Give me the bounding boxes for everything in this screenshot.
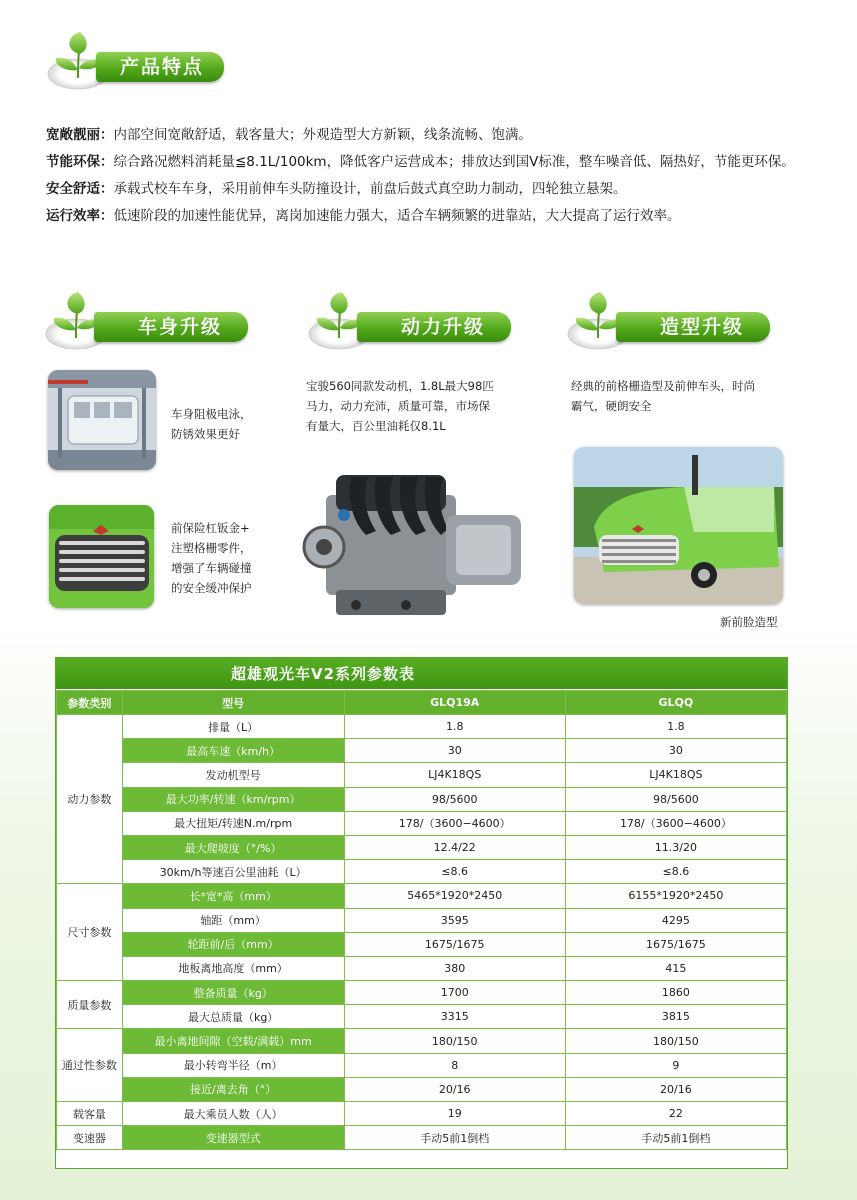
table-row: 接近/离去角（°） 20/16 20/16 <box>57 1077 787 1101</box>
style-photo-caption: 新前脸造型 <box>720 615 778 629</box>
spec-table-grid <box>56 690 787 1150</box>
features-title: 产品特点 <box>96 52 224 82</box>
power-upgrade-title: 动力升级 <box>357 312 511 342</box>
power-caption: 宝骏560同款发动机，1.8L最大98匹 马力，动力充沛，质量可靠，市场保 有量大，百公里油耗仅8.1L <box>306 379 494 433</box>
style-caption: 经典的前格栅造型及前伸车头，时尚 霸气，硬朗安全 <box>571 379 755 413</box>
style-upgrade-title: 造型升级 <box>616 312 770 342</box>
feature-item: 宽敞靓丽： 内部空间宽敞舒适，载客量大；外观造型大方新颖，线条流畅、饱满。 <box>46 127 532 143</box>
header-param: 型号 <box>122 691 344 715</box>
table-row: 最大总质量（kg） 3315 3815 <box>57 1005 787 1029</box>
table-row: 载客量 最大乘员人数（人） 19 22 <box>57 1102 787 1126</box>
table-row: 最小转弯半径（m） 8 9 <box>57 1053 787 1077</box>
table-row: 地板离地高度（mm） 380 415 <box>57 956 787 980</box>
group-transmission: 变速器 <box>57 1126 123 1150</box>
group-size: 尺寸参数 <box>57 884 123 981</box>
table-row: 通过性参数 最小离地间隙（空载/满载）mm 180/150 180/150 <box>57 1029 787 1053</box>
table-row: 最大爬坡度（°/%） 12.4/22 11.3/20 <box>57 835 787 859</box>
body-caption-2: 前保险杠钣金+ 注塑格栅零件， 增强了车辆碰撞 的安全缓冲保护 <box>171 521 252 595</box>
feature-item: 运行效率： 低速阶段的加速性能优异，离岗加速能力强大，适合车辆频繁的进靠站，大大提高了运行效率。 <box>46 208 681 224</box>
new-front-face-photo <box>574 447 783 604</box>
table-row: 动力参数 排量（L） 1.8 1.8 <box>57 715 787 739</box>
table-row: 最大扭矩/转速N.m/rpm 178/（3600−4600） 178/（3600−4600） <box>57 811 787 835</box>
feature-item: 节能环保： 综合路况燃料消耗量≦8.1L/100km，降低客户运营成本；排放达到国Ⅴ标准，整车噪音低、隔热好，节能更环保。 <box>46 154 795 170</box>
feature-item: 安全舒适： 承载式校车车身，采用前伸车头防撞设计，前盘后鼓式真空助力制动，四轮独立悬架。 <box>46 181 627 197</box>
body-electrophoresis-photo <box>48 370 156 470</box>
group-passability: 通过性参数 <box>57 1029 123 1102</box>
table-row: 发动机型号 LJ4K18QS LJ4K18QS <box>57 763 787 787</box>
spec-table-title: 超雄观光车V2系列参数表 <box>56 658 787 690</box>
table-row: 最高车速（km/h） 30 30 <box>57 739 787 763</box>
style-upgrade-header <box>564 290 774 350</box>
table-row: 轮距前/后（mm） 1675/1675 1675/1675 <box>57 932 787 956</box>
table-header-row <box>57 691 787 715</box>
body-upgrade-title: 车身升级 <box>94 312 248 342</box>
header-model-2: GLQQ <box>565 691 786 715</box>
group-mass: 质量参数 <box>57 981 123 1029</box>
table-row: 尺寸参数 长*宽*高（mm） 5465*1920*2450 6155*1920*2450 <box>57 884 787 908</box>
engine-image <box>296 455 530 625</box>
table-row: 轴距（mm） 3595 4295 <box>57 908 787 932</box>
table-row: 最大功率/转速（km/rpm） 98/5600 98/5600 <box>57 787 787 811</box>
body-caption-1: 车身阻极电泳， 防锈效果更好 <box>171 407 252 441</box>
group-power: 动力参数 <box>57 715 123 884</box>
body-upgrade-header <box>42 290 252 350</box>
power-upgrade-header <box>305 290 515 350</box>
group-capacity: 载客量 <box>57 1102 123 1126</box>
header-model-1: GLQ19A <box>344 691 565 715</box>
table-row: 变速器 变速器型式 手动5前1倒档 手动5前1倒档 <box>57 1126 787 1150</box>
features-list <box>46 122 826 230</box>
header-category: 参数类别 <box>57 691 123 715</box>
front-bumper-photo <box>49 505 154 608</box>
spec-table <box>55 657 788 1169</box>
table-row: 质量参数 整备质量（kg） 1700 1860 <box>57 981 787 1005</box>
table-row: 30km/h等速百公里油耗（L） ≤8.6 ≤8.6 <box>57 860 787 884</box>
